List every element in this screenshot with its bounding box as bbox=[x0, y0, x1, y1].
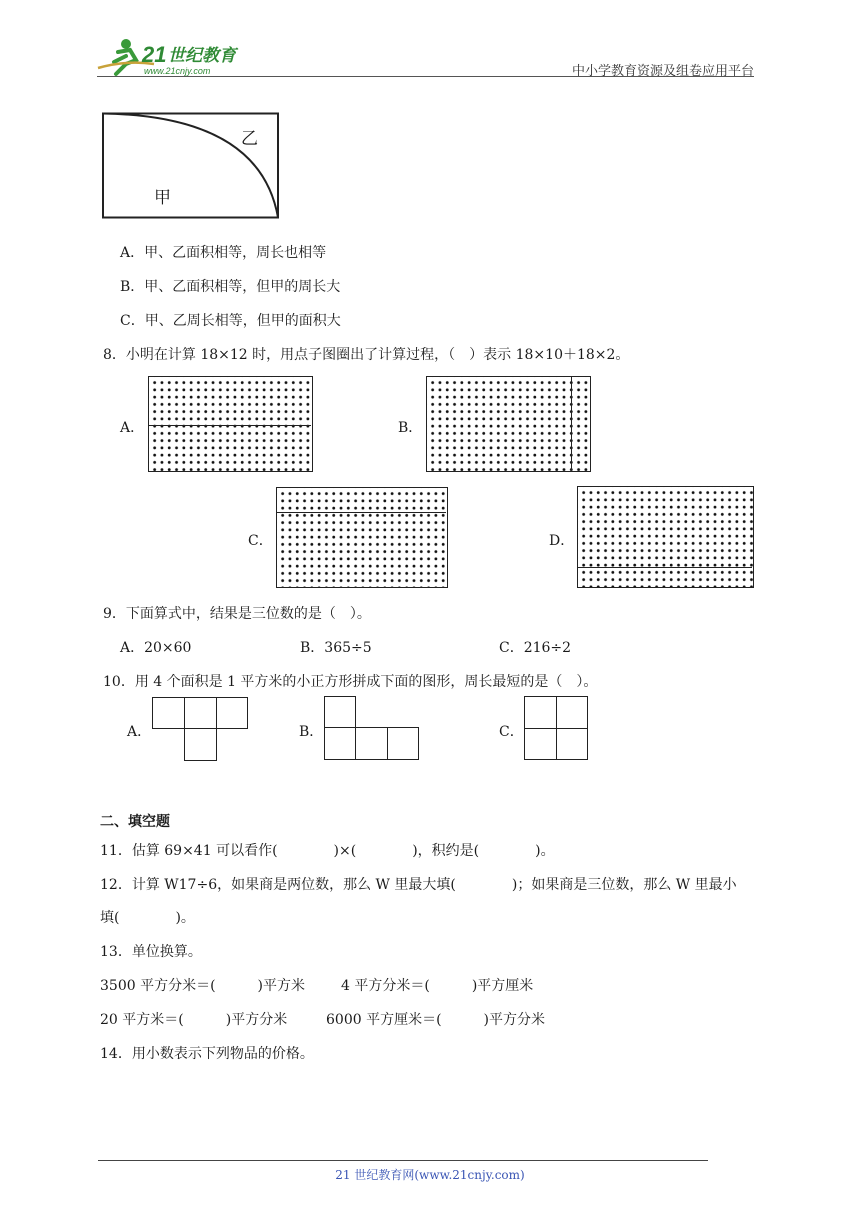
q13-title: 13．单位换算。 bbox=[100, 944, 202, 960]
q13-item-2: 4 平方分米＝( )平方厘米 bbox=[341, 978, 534, 994]
label-yi: 乙 bbox=[241, 129, 258, 149]
square bbox=[556, 696, 588, 729]
square bbox=[324, 696, 356, 728]
footer-divider bbox=[98, 1160, 708, 1161]
header-divider bbox=[97, 76, 754, 77]
q10-label-a: A． bbox=[127, 724, 152, 740]
square bbox=[556, 728, 588, 760]
shape-a bbox=[152, 697, 248, 761]
footer-link[interactable]: 21 世纪教育网(www.21cnjy.com) bbox=[335, 1168, 525, 1182]
q8-label-b: B． bbox=[398, 420, 423, 436]
grid-c-divider bbox=[277, 512, 446, 513]
square bbox=[524, 696, 557, 729]
q9-question: 9．下面算式中，结果是三位数的是（ ）。 bbox=[103, 606, 371, 622]
q12-question-line2: 填( )。 bbox=[100, 910, 195, 926]
dot-grid-b bbox=[426, 376, 591, 472]
site-logo bbox=[96, 34, 256, 78]
q11-question: 11．估算 69×41 可以看作( )×( )，积约是( )。 bbox=[100, 843, 555, 859]
q10-label-b: B． bbox=[299, 724, 324, 740]
square bbox=[184, 697, 217, 729]
label-jia: 甲 bbox=[154, 188, 171, 208]
q13-item-4: 6000 平方厘米＝( )平方分米 bbox=[326, 1012, 546, 1028]
q7-option-a: A．甲、乙面积相等，周长也相等 bbox=[120, 245, 327, 261]
square bbox=[216, 697, 248, 729]
q12-question-line1: 12．计算 W17÷6，如果商是两位数，那么 W 里最大填( )；如果商是三位数，那么 W 里最小 bbox=[100, 877, 737, 893]
shape-c bbox=[524, 696, 588, 760]
grid-a-divider bbox=[149, 425, 311, 426]
svg-text:www.21cnjy.com: www.21cnjy.com bbox=[144, 66, 211, 76]
dot-grid-c bbox=[276, 487, 448, 588]
q9-option-a: A．20×60 bbox=[120, 640, 192, 656]
q7-option-b: B．甲、乙面积相等，但甲的周长大 bbox=[120, 279, 341, 295]
square bbox=[152, 697, 185, 729]
section-title: 二、填空题 bbox=[100, 814, 170, 830]
grid-d-divider bbox=[578, 567, 752, 568]
q13-item-1: 3500 平方分米＝( )平方米 bbox=[100, 978, 306, 994]
platform-name: 中小学教育资源及组卷应用平台 bbox=[571, 64, 754, 79]
square bbox=[184, 728, 217, 761]
square bbox=[524, 728, 557, 760]
q13-item-3: 20 平方米＝( )平方分米 bbox=[100, 1012, 288, 1028]
q7-option-c: C．甲、乙周长相等，但甲的面积大 bbox=[120, 313, 341, 329]
dot-grid-d bbox=[577, 486, 754, 588]
dot-grid-a bbox=[148, 376, 313, 472]
shape-b bbox=[324, 696, 419, 760]
svg-text:世纪教育: 世纪教育 bbox=[168, 46, 236, 66]
q8-question: 8．小明在计算 18×12 时，用点子图圈出了计算过程，（ ）表示 18×10＋18×2。 bbox=[103, 347, 630, 363]
q8-label-c: C． bbox=[248, 533, 273, 549]
q14-question: 14．用小数表示下列物品的价格。 bbox=[100, 1046, 314, 1062]
square bbox=[387, 727, 419, 760]
q8-label-d: D． bbox=[549, 533, 575, 549]
q10-label-c: C． bbox=[499, 724, 524, 740]
q9-option-c: C．216÷2 bbox=[499, 640, 572, 656]
svg-text:21: 21 bbox=[142, 42, 167, 67]
square bbox=[355, 727, 388, 760]
q8-label-a: A． bbox=[120, 420, 145, 436]
q9-option-b: B．365÷5 bbox=[300, 640, 372, 656]
q10-question: 10．用 4 个面积是 1 平方米的小正方形拼成下面的图形，周长最短的是（ ）。 bbox=[103, 674, 598, 690]
square bbox=[324, 727, 356, 760]
grid-b-divider bbox=[571, 377, 572, 470]
